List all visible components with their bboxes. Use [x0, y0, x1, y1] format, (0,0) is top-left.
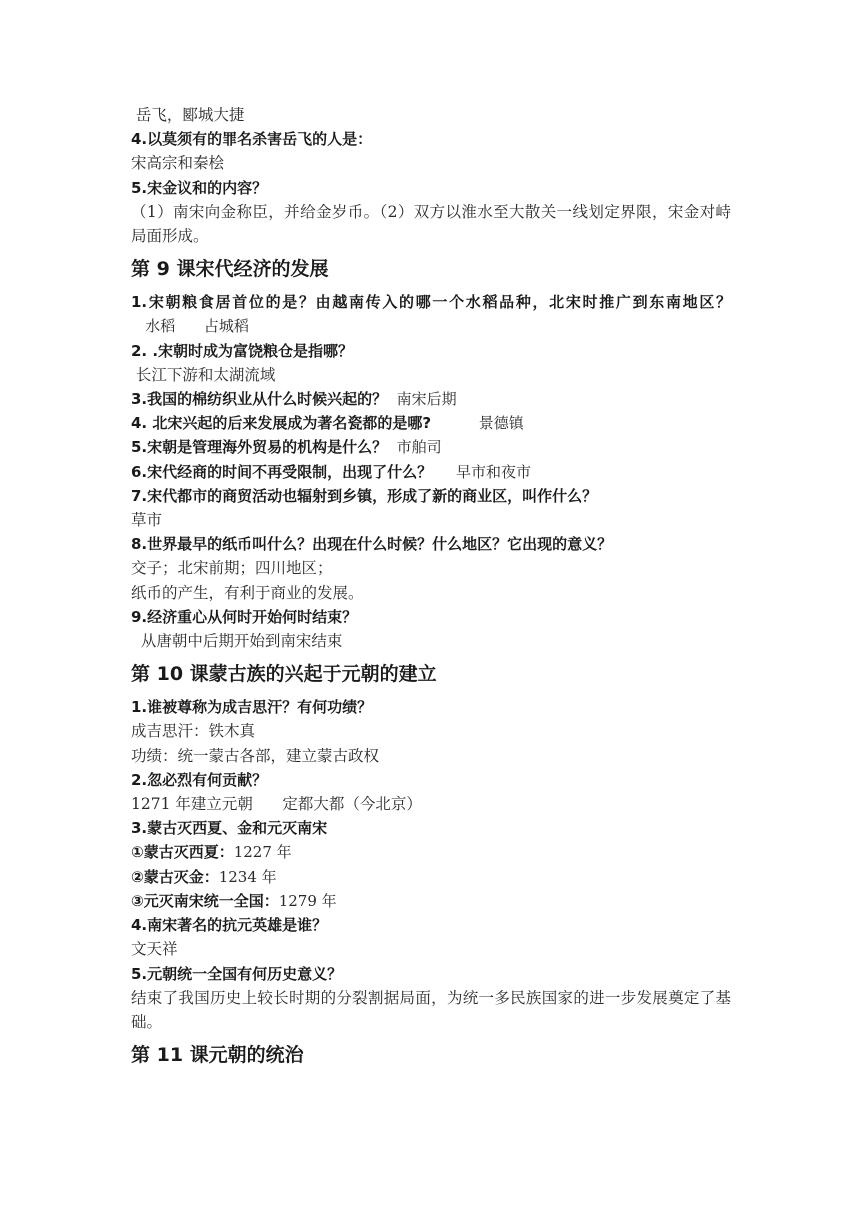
answer-text: 文天祥	[131, 940, 178, 959]
list-item	[131, 889, 731, 913]
item-value: 1234 年	[218, 867, 277, 886]
question-label: 1.宋朝粮食居首位的是？由越南传入的哪一个水稻品种，北宋时推广到东南地区？	[131, 293, 731, 312]
answer-text: 1271 年建立元朝 定都大都（今北京）	[131, 795, 422, 814]
item-value: 1227 年	[233, 843, 292, 862]
question-text	[131, 460, 731, 484]
list-item	[131, 865, 731, 889]
answer-inline: 景德镇	[431, 414, 524, 433]
question-text: 7.宋代都市的商贸活动也辐射到乡镇，形成了新的商业区，叫作什么？	[131, 486, 598, 505]
answer-text: 草市	[131, 511, 163, 530]
answer-inline: 南宋后期	[387, 390, 457, 409]
question-text	[131, 435, 731, 459]
question-text: 4.以莫须有的罪名杀害岳飞的人是：	[131, 130, 373, 149]
answer-text: 纸币的产生，有利于商业的发展。	[131, 583, 364, 602]
answer-text: 交子；北宋前期；四川地区；	[131, 559, 333, 578]
document-page	[131, 103, 731, 1076]
item-label: ①蒙古灭西夏：	[131, 843, 234, 862]
question-text: 2.忽必烈有何贡献？	[131, 770, 268, 789]
question-text	[131, 387, 731, 411]
answer-text: 成吉思汗：铁木真	[131, 722, 256, 741]
question-label: 3.我国的棉纺织业从什么时候兴起的？	[131, 390, 388, 409]
question-text	[131, 290, 731, 338]
lesson-10-heading: 第 10 课蒙古族的兴起于元朝的建立	[131, 663, 437, 686]
question-text: 2. .宋朝时成为富饶粮仓是指哪？	[131, 341, 354, 360]
answer-text: 长江下游和太湖流域	[131, 365, 276, 384]
question-label: 5.宋朝是管理海外贸易的机构是什么？	[131, 438, 388, 457]
question-text: 5.宋金议和的内容？	[131, 178, 268, 197]
question-text: 8.世界最早的纸币叫什么？出现在什么时候？什么地区？它出现的意义？	[131, 535, 613, 554]
item-label: ③元灭南宋统一全国：	[131, 891, 279, 910]
question-text: 9.经济重心从何时开始何时结束？	[131, 607, 358, 626]
question-text	[131, 411, 731, 435]
answer-inline: 早市和夜市	[432, 462, 531, 481]
item-label: ②蒙古灭金：	[131, 867, 219, 886]
question-label: 4. 北宋兴起的后来发展成为著名瓷都的是哪?	[131, 414, 432, 433]
answer-text: 结束了我国历史上较长时期的分裂割据局面，为统一多民族国家的进一步发展奠定了基础。	[131, 988, 731, 1031]
lesson-11-heading: 第 11 课元朝的统治	[131, 1044, 304, 1067]
answer-inline: 水稻 占城稻	[131, 317, 249, 336]
answer-text: 宋高宗和秦桧	[131, 154, 225, 173]
question-text: 1.谁被尊称为成吉思汗？有何功绩？	[131, 698, 373, 717]
answer-inline: 市舶司	[387, 438, 442, 457]
list-item	[131, 840, 731, 864]
lesson-9-heading: 第 9 课宋代经济的发展	[131, 258, 329, 281]
question-text: 5.元朝统一全国有何历史意义？	[131, 964, 343, 983]
answer-text: 从唐朝中后期开始到南宋结束	[131, 632, 343, 651]
answer-text: 功绩：统一蒙古各部，建立蒙古政权	[131, 746, 380, 765]
answer-text: （1）南宋向金称臣，并给金岁币。（2）双方以淮水至大散关一线划定界限，宋金对峙局面形成。	[131, 202, 731, 246]
question-label: 6.宋代经商的时间不再受限制，出现了什么？	[131, 462, 433, 481]
item-value: 1279 年	[278, 891, 337, 910]
answer-text: 岳飞，郾城大捷	[131, 106, 245, 124]
question-text: 4.南宋著名的抗元英雄是谁？	[131, 916, 328, 935]
question-text: 3.蒙古灭西夏、金和元灭南宋	[131, 819, 328, 838]
